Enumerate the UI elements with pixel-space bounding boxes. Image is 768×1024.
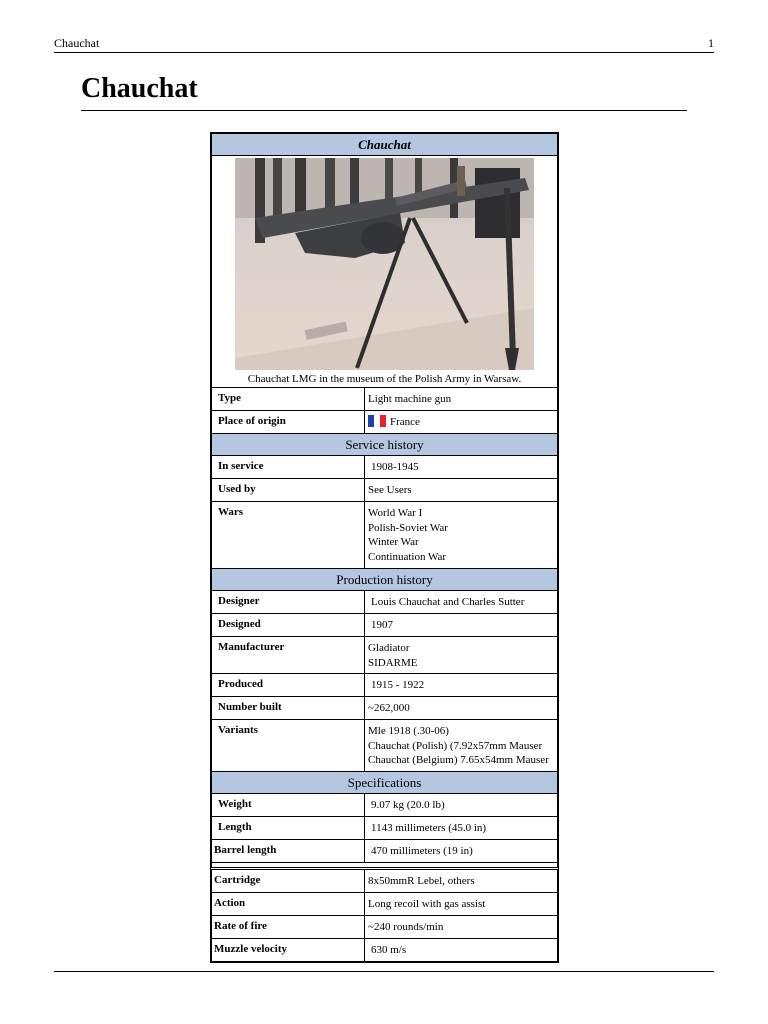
chauchat-photo — [235, 158, 534, 370]
infobox-row-produced — [212, 674, 558, 697]
row-value: See Users — [365, 479, 558, 502]
row-label: Cartridge — [212, 869, 365, 893]
infobox-row-manufacturer — [212, 637, 558, 674]
page-title: Chauchat — [81, 72, 687, 111]
row-label: Barrel length — [212, 840, 365, 863]
war-item: World War I — [368, 507, 423, 519]
manufacturer-item: Gladiator — [368, 642, 410, 654]
row-label: Used by — [212, 479, 365, 502]
france-flag-icon — [368, 415, 386, 427]
infobox-row-origin — [212, 411, 558, 434]
image-caption: Chauchat LMG in the museum of the Polish Army in Warsaw. — [247, 373, 522, 385]
row-value: 1915 - 1922 — [365, 674, 558, 697]
variant-item: Chauchat (Belgium) 7.65x54mm Mauser — [368, 754, 549, 766]
running-header-title: Chauchat — [54, 36, 100, 50]
row-label: In service — [212, 456, 365, 479]
row-value: Long recoil with gas assist — [365, 893, 558, 916]
variant-item: Chauchat (Polish) (7.92x57mm Mauser — [368, 739, 543, 752]
infobox-row-cartridge — [212, 869, 558, 893]
row-label: Length — [212, 817, 365, 840]
row-label: Action — [212, 893, 365, 916]
origin-text: France — [390, 416, 420, 428]
row-value-list — [365, 720, 558, 772]
row-label: Designed — [212, 614, 365, 637]
manufacturer-item: SIDARME — [368, 656, 418, 669]
row-value: 470 millimeters (19 in) — [365, 840, 558, 863]
infobox-row-wars — [212, 502, 558, 569]
infobox-image-cell — [212, 156, 558, 388]
row-label: Designer — [212, 591, 365, 614]
infobox-row-designer — [212, 591, 558, 614]
infobox-row-in-service — [212, 456, 558, 479]
row-label: Wars — [212, 502, 365, 569]
row-value: 1908-1945 — [365, 456, 558, 479]
row-label: Variants — [212, 720, 365, 772]
infobox-row-barrel-length — [212, 840, 558, 863]
infobox-row-type — [212, 388, 558, 411]
row-value: 9.07 kg (20.0 lb) — [365, 794, 558, 817]
row-label: Place of origin — [212, 411, 365, 434]
infobox-row-muzzle-velocity — [212, 939, 558, 962]
row-value: 630 m/s — [365, 939, 558, 962]
row-value: Light machine gun — [365, 388, 558, 411]
row-label: Produced — [212, 674, 365, 697]
infobox-row-weight — [212, 794, 558, 817]
infobox-row-designed — [212, 614, 558, 637]
row-label: Weight — [212, 794, 365, 817]
infobox-row-rate-of-fire — [212, 916, 558, 939]
infobox-row-variants — [212, 720, 558, 772]
infobox — [210, 132, 559, 963]
row-label: Rate of fire — [212, 916, 365, 939]
row-value: 1907 — [365, 614, 558, 637]
page-number: 1 — [708, 36, 714, 50]
row-value-origin — [365, 411, 558, 434]
infobox-row-used-by — [212, 479, 558, 502]
row-label: Muzzle velocity — [212, 939, 365, 962]
row-value: ~240 rounds/min — [365, 916, 558, 939]
infobox-row-length — [212, 817, 558, 840]
variant-item: Mle 1918 (.30-06) — [368, 725, 449, 737]
row-label: Manufacturer — [212, 637, 365, 674]
section-header-production-history: Production history — [212, 569, 558, 591]
row-value: 1143 millimeters (45.0 in) — [365, 817, 558, 840]
section-header-specifications: Specifications — [212, 772, 558, 794]
war-item: Polish-Soviet War — [368, 521, 448, 534]
row-value: 8x50mmR Lebel, others — [365, 869, 558, 893]
row-value: Louis Chauchat and Charles Sutter — [365, 591, 558, 614]
row-value-list — [365, 502, 558, 569]
row-value: ~262,000 — [365, 697, 558, 720]
running-header — [54, 36, 714, 53]
row-label: Number built — [212, 697, 365, 720]
war-item: Winter War — [368, 536, 419, 548]
row-label: Type — [212, 388, 365, 411]
war-item: Continuation War — [368, 550, 447, 563]
infobox-row-number-built — [212, 697, 558, 720]
infobox-title: Chauchat — [212, 134, 558, 156]
footer-rule — [54, 971, 714, 972]
section-header-service-history: Service history — [212, 434, 558, 456]
infobox-row-action — [212, 893, 558, 916]
row-value-list — [365, 637, 558, 674]
